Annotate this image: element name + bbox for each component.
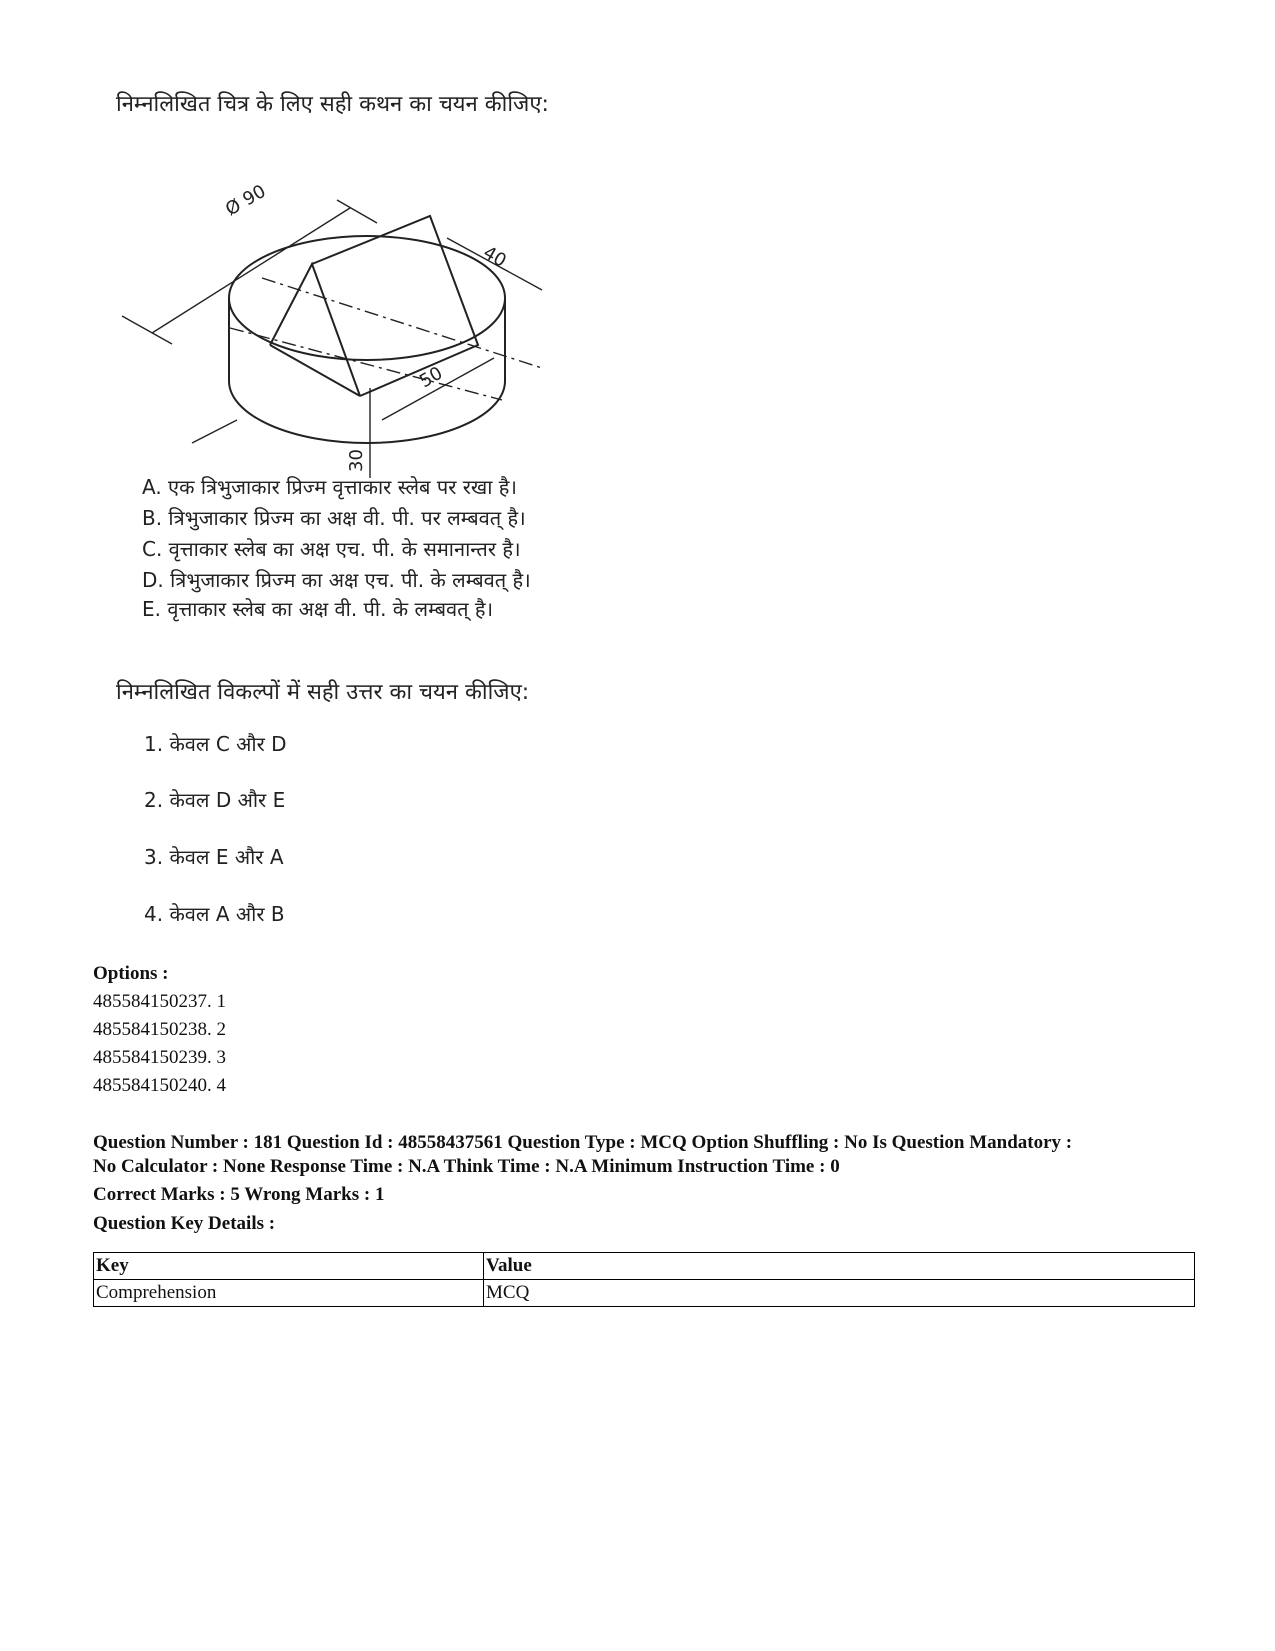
label-40: 40 [479,242,510,272]
table-row [94,1280,1195,1307]
marks-line: Correct Marks : 5 Wrong Marks : 1 [93,1184,385,1205]
isometric-figure [112,138,572,478]
key-details-table [93,1252,1195,1307]
option-item: 485584150240. 4 [93,1075,226,1096]
option-item: 485584150237. 1 [93,991,226,1012]
statement-d: D. त्रिभुजाकार प्रिज्म का अक्ष एच. पी. के लम्बवत् है। [142,568,531,592]
option-item: 485584150239. 3 [93,1047,226,1068]
header-value: Value [484,1253,1195,1280]
prism-front-face [270,264,360,396]
label-30: 30 [346,449,367,472]
key-details-label: Question Key Details : [93,1213,276,1234]
cell-value: MCQ [484,1280,1195,1307]
table-header-row [94,1253,1195,1280]
choice-4: 4. केवल A और B [144,902,285,926]
statement-b: B. त्रिभुजाकार प्रिज्म का अक्ष वी. पी. पर लम्बवत् है। [142,506,526,530]
question-meta-line1: Question Number : 181 Question Id : 48558437561 Question Type : MCQ Option Shuffling : No Is Question Mandatory : [93,1132,1073,1153]
question-image [108,78,608,948]
statement-a: A. एक त्रिभुजाकार प्रिज्म वृत्ताकार स्लेब पर रखा है। [142,475,518,499]
label-50: 50 [416,362,447,393]
options-label: Options : [93,963,169,984]
statement-e: E. वृत्ताकार स्लेब का अक्ष वी. पी. के लम्बवत् है। [142,597,494,621]
slab-top-ellipse [229,236,505,360]
statement-c: C. वृत्ताकार स्लेब का अक्ष एच. पी. के समानान्तर है। [142,537,521,561]
option-item: 485584150238. 2 [93,1019,226,1040]
choice-2: 2. केवल D और E [144,788,286,812]
cell-key: Comprehension [94,1280,484,1307]
question-heading: निम्नलिखित चित्र के लिए सही कथन का चयन कीजिए: [116,92,549,117]
label-diameter: Ø 90 [222,180,270,221]
answer-instruction: निम्नलिखित विकल्पों में सही उत्तर का चयन कीजिए: [116,680,530,705]
question-meta-line2: No Calculator : None Response Time : N.A Think Time : N.A Minimum Instruction Time : 0 [93,1156,840,1177]
choice-3: 3. केवल E और A [144,845,284,869]
header-key: Key [94,1253,484,1280]
choice-1: 1. केवल C और D [144,732,287,756]
